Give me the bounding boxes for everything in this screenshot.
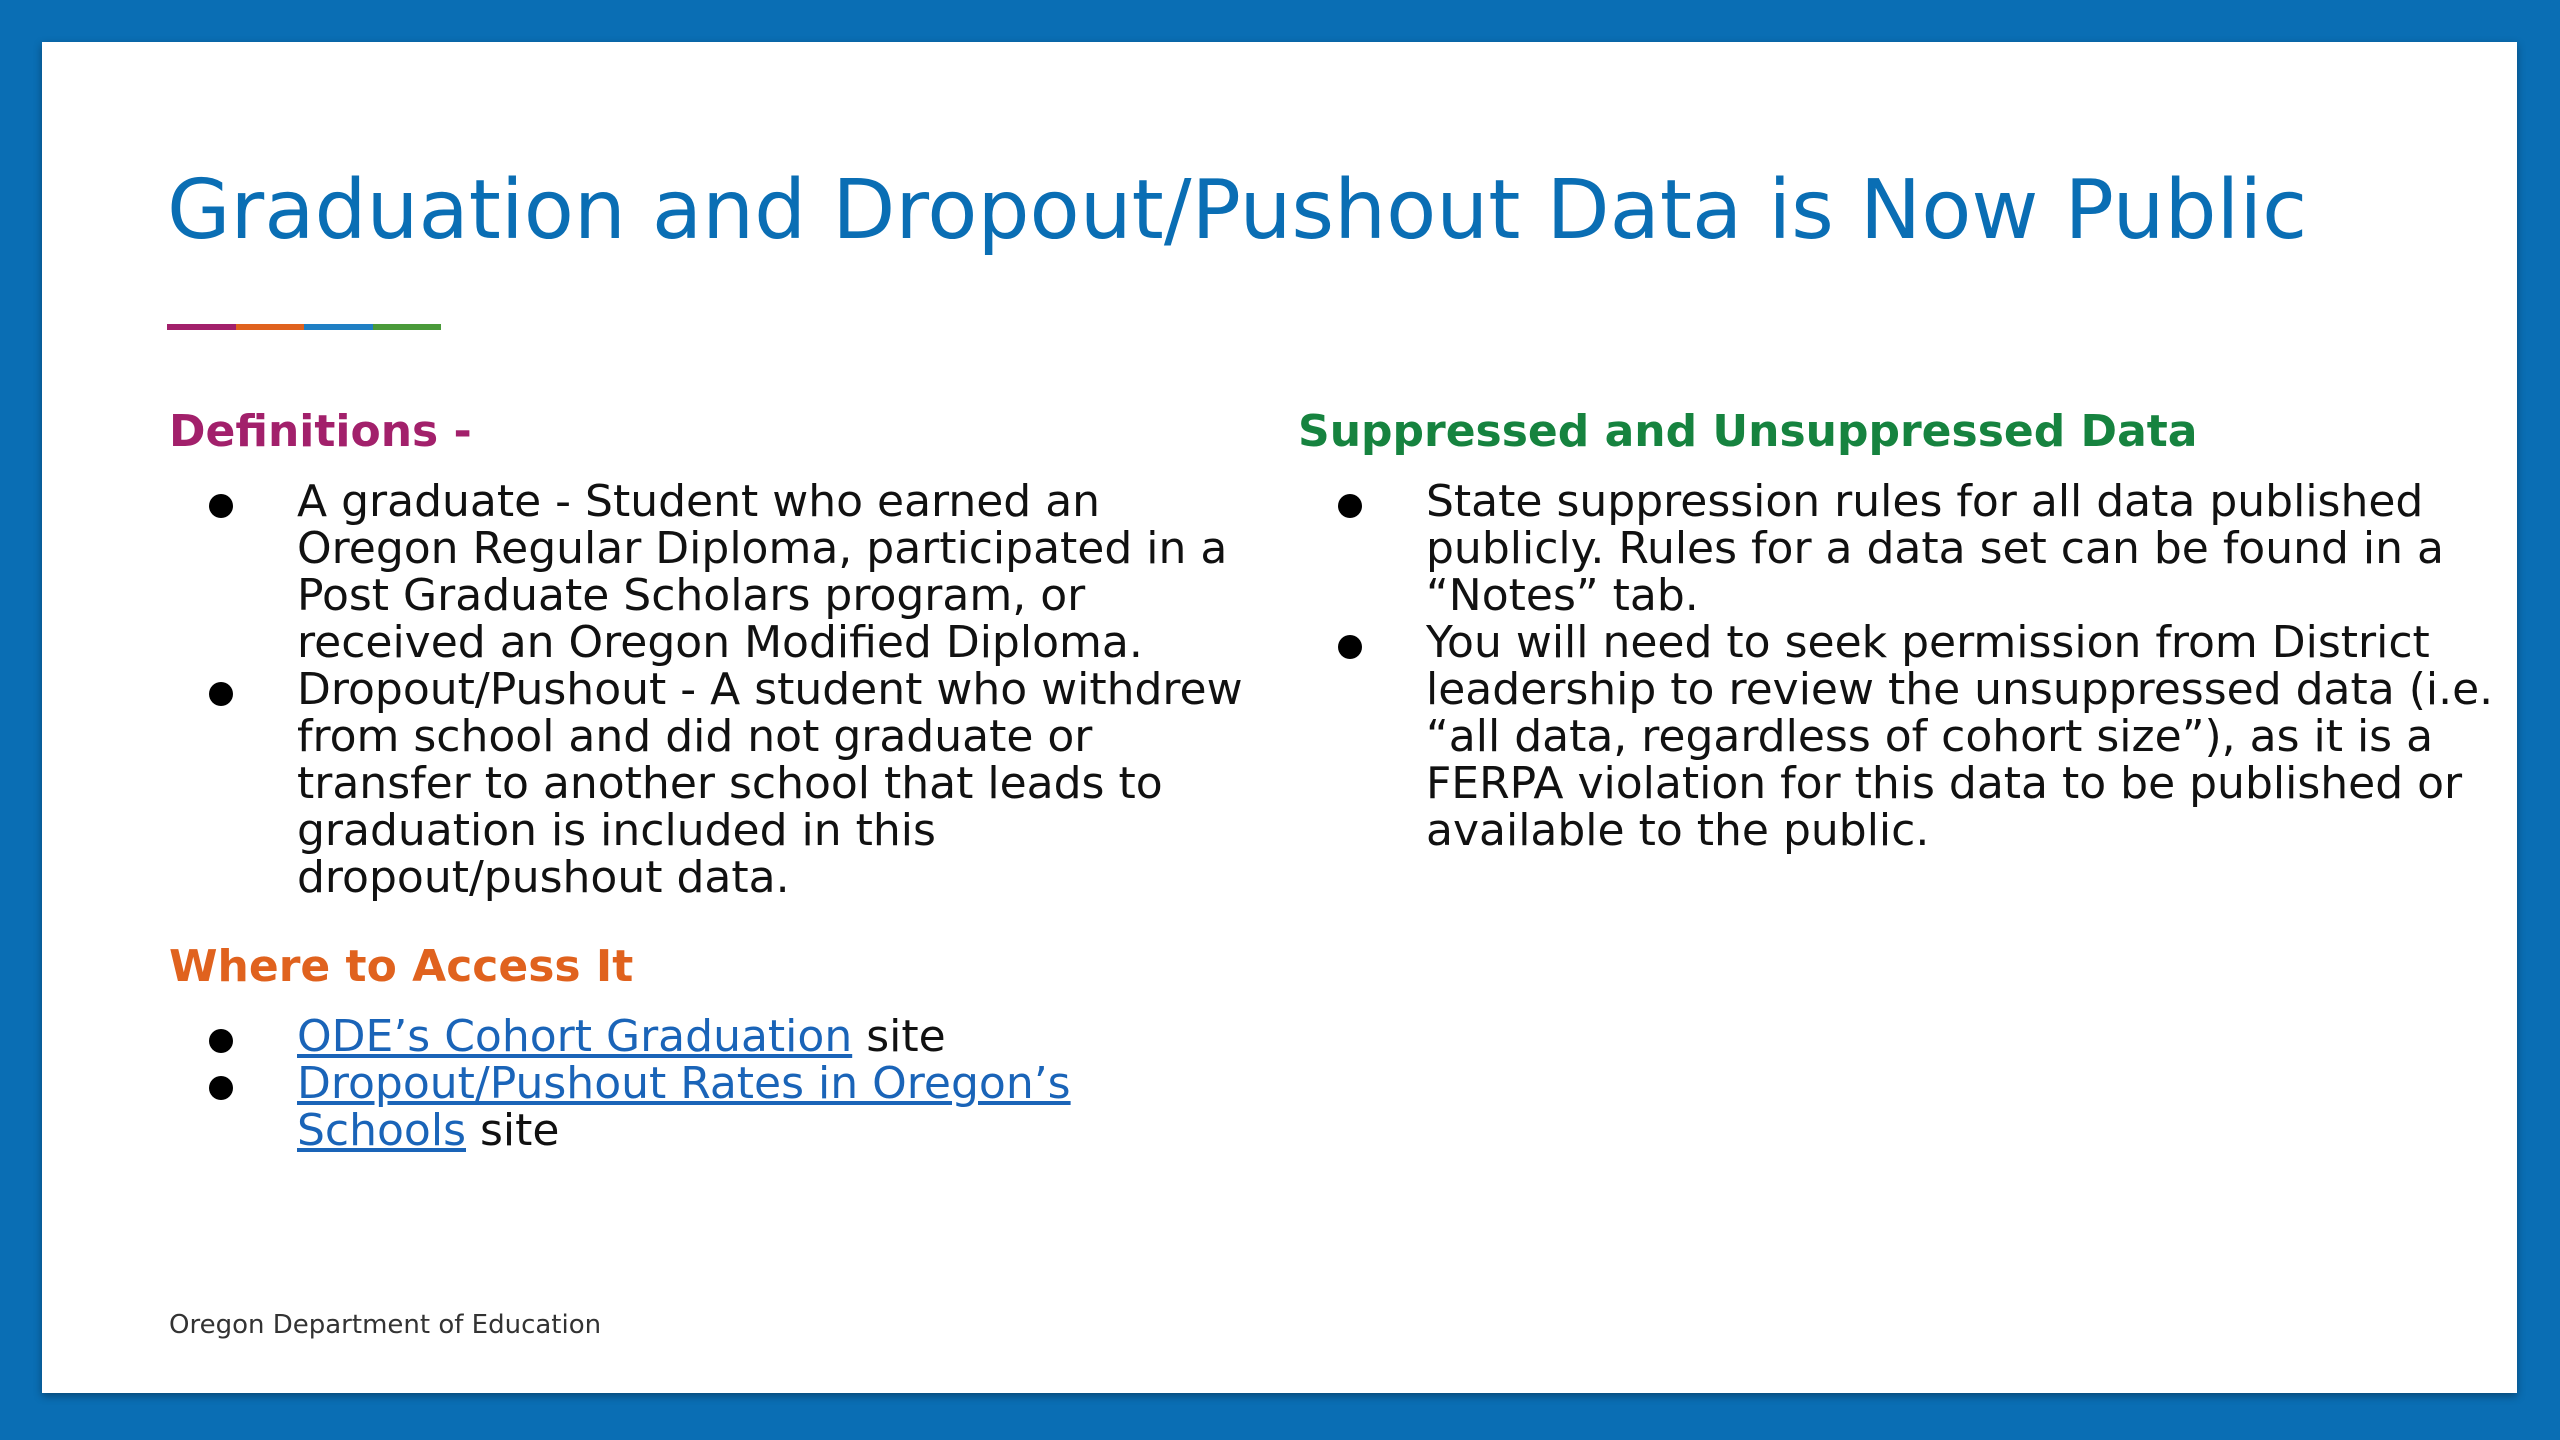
bullet-icon [1338, 635, 1362, 659]
left-column [169, 406, 1249, 1156]
right-column [1298, 406, 2498, 856]
definition-dropout: Dropout/Pushout - A student who withdrew from school and did not graduate or transfer to another school that leads to graduation is included in this dropout/pushout data. [297, 664, 1243, 903]
suppressed-list [1298, 478, 2498, 854]
dropout-rates-link[interactable]: Dropout/Pushout Rates in Oregon’s Schools [297, 1058, 1071, 1156]
access-list [169, 1013, 1249, 1154]
access-heading: Where to Access It [169, 941, 634, 992]
permission-text: You will need to seek permission from District leadership to review the unsuppressed data (i.e. “all data, regardless of cohort size”), as it is a FERPA violation for this data to be published or available to the public. [1426, 617, 2494, 856]
list-item [169, 1060, 1249, 1154]
accent-segment-3 [304, 324, 373, 330]
bullet-icon [1338, 494, 1362, 518]
definition-graduate: A graduate - Student who earned an Oregon Regular Diploma, participated in a Post Graduate Scholars program, or received an Oregon Modified Diploma. [297, 476, 1228, 668]
slide-title: Graduation and Dropout/Pushout Data is Now Public [167, 163, 2308, 258]
accent-segment-1 [167, 324, 236, 330]
footer-organization: Oregon Department of Education [169, 1310, 602, 1340]
definitions-heading: Definitions - [169, 406, 472, 457]
bullet-icon [209, 682, 233, 706]
bullet-icon [209, 494, 233, 518]
definitions-list [169, 478, 1249, 901]
bullet-icon [209, 1076, 233, 1100]
title-accent-bar [167, 324, 441, 330]
list-item [1298, 619, 2498, 854]
suppression-rules-text: State suppression rules for all data published publicly. Rules for a data set can be found in a “Notes” tab. [1426, 476, 2444, 621]
cohort-graduation-link[interactable]: ODE’s Cohort Graduation [297, 1011, 853, 1062]
list-item [169, 478, 1249, 666]
link-suffix: site [852, 1011, 946, 1062]
list-item [169, 1013, 1249, 1060]
link-suffix: site [466, 1105, 560, 1156]
list-item [1298, 478, 2498, 619]
list-item [169, 666, 1249, 901]
bullet-icon [209, 1029, 233, 1053]
accent-segment-4 [373, 324, 442, 330]
slide [42, 42, 2517, 1393]
suppressed-heading: Suppressed and Unsuppressed Data [1298, 406, 2198, 457]
accent-segment-2 [236, 324, 305, 330]
